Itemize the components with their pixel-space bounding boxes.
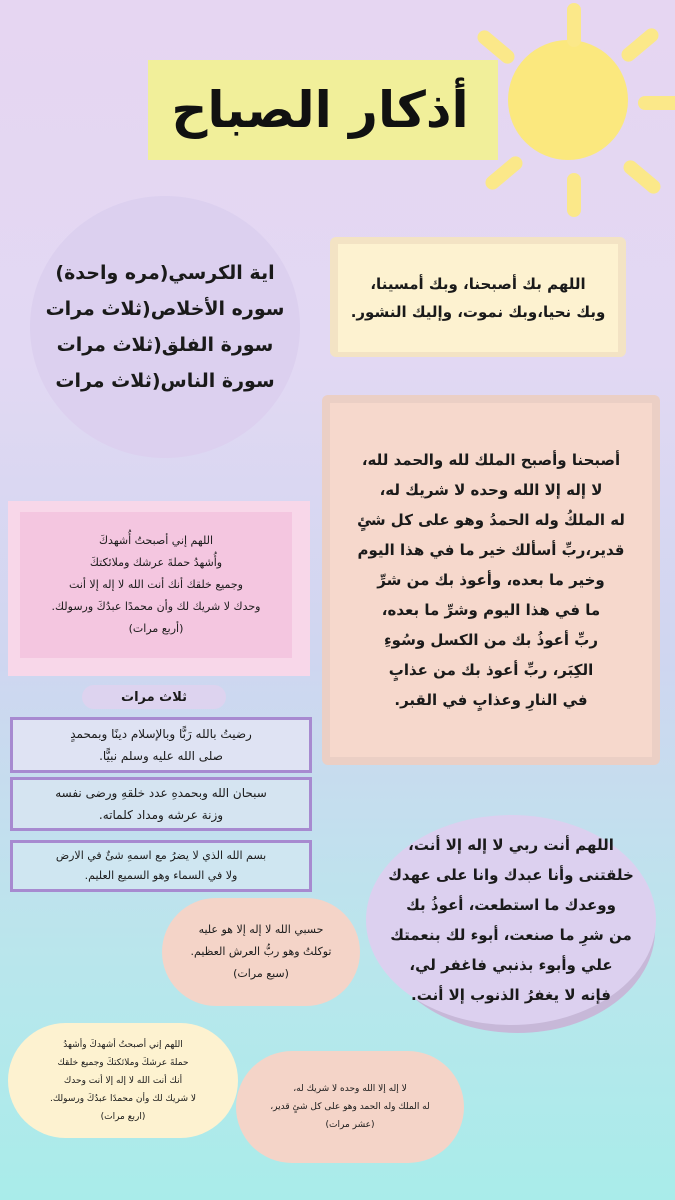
mulk-line: له الملكُ وله الحمدُ وهو على كل شئٍ <box>357 511 625 529</box>
ushhiduk-line: (اربع مرات) <box>100 1111 146 1122</box>
pink-line: وجميع خلقك أنك أنت الله لا إله إلا أنت <box>69 578 243 591</box>
mulk-line: أصبحنا وأصبح الملك لله والحمد لله، <box>361 451 621 469</box>
purple-line: وزنة عرشه ومداد كلماته. <box>98 808 224 822</box>
ushhiduk-line: لا شريك لك وأن محمدًا عبدُكَ ورسولك. <box>49 1093 197 1104</box>
sayyid-line: فإنه لا يغفرُ الذنوب إلا أنت. <box>411 986 611 1004</box>
sun-icon <box>480 0 675 210</box>
sayyid-line: اللهم أنت ربي لا إله إلا أنت، <box>408 836 614 854</box>
purple-line: رضيتُ بالله رَبًّا وبالإسلام دينًا وبمحمدٍ <box>70 727 252 741</box>
purple-box-bismillah <box>10 840 312 892</box>
hasbi-line: حسبي الله لا إله إلا هو عليه <box>198 923 324 936</box>
surah-line: سورة الفلق(ثلاث مرات <box>56 334 274 356</box>
mulk-line: في النارِ وعذابٍ في القبر. <box>394 691 588 709</box>
three-times-label: ثلاث مرات <box>82 685 226 709</box>
mulk-line: وخير ما بعده، وأعوذ بك من شرِّ <box>377 571 605 589</box>
purple-box-ridha <box>10 717 312 773</box>
pink-line: (أربع مرات) <box>128 622 184 635</box>
tahlil-oval <box>236 1051 464 1163</box>
surahs-circle <box>30 196 300 458</box>
purple-line: ولا في السماء وهو السميع العليم. <box>84 869 238 882</box>
tahlil-line: له الملك وله الحمد وهو على كل شئٍ قدير، <box>270 1102 430 1112</box>
hasbi-line: توكلتُ وهو ربُّ العرش العظيم. <box>190 945 332 958</box>
asbahna-line: وبك نحيا،وبك نموت، وإليك النشور. <box>350 303 606 321</box>
tahlil-line: لا إله إلا الله وحده لا شريك له، <box>293 1084 407 1094</box>
pink-line: اللهم إني أصبحتُ أُشهدكَ <box>98 534 214 547</box>
mulk-line: ربِّ أعوذُ بك من الكسل وسُوءِ <box>384 631 598 649</box>
ushhiduk-line: حملةَ عرشكَ وملائكتكَ وجميع خلقك <box>57 1057 189 1068</box>
mulk-line: لا إله إلا الله وحده لا شريك له، <box>379 481 603 499</box>
pink-box <box>20 512 292 658</box>
hasbi-line: (سبع مرات) <box>233 967 289 980</box>
asbahna-line: اللهم بك أصبحنا، وبك أمسينا، <box>370 275 586 293</box>
mulk-box <box>330 403 652 757</box>
mulk-line: الكِبَر، ربِّ أعوذ بك من عذابٍ <box>388 661 594 679</box>
ushhiduk-line: أنك أنت الله لا إله إلا أنت وحدك <box>63 1075 183 1086</box>
sayyid-line: من شرِ ما صنعت، أبوء لك بنعمتك <box>390 926 632 944</box>
hasbi-oval <box>162 898 360 1006</box>
purple-line: سبحان الله وبحمدهِ عدد خلقهِ ورضى نفسه <box>55 786 267 800</box>
ushhiduk-oval <box>8 1023 238 1138</box>
purple-line: بسم الله الذي لا يضرُ مع اسمهِ شئٌ في الارض <box>55 849 267 862</box>
asbahna-box <box>338 244 618 352</box>
sayyid-line: علي وأبوء بذنبي فاغفر لي، <box>409 956 613 974</box>
sayyid-circle <box>366 815 656 1025</box>
sayyid-line: ووعدك ما استطعت، أعوذُ بك <box>406 896 616 914</box>
surah-line: اية الكرسي(مره واحدة) <box>55 262 275 284</box>
page-title: أذكار الصباح <box>171 81 469 139</box>
purple-line: صلى الله عليه وسلم نبيًّا. <box>99 749 223 763</box>
ushhiduk-line: اللهم إني أصبحتُ أشهدكَ وأشهدُ <box>63 1039 183 1050</box>
surah-line: سوره الأخلاص(ثلاث مرات <box>45 298 285 320</box>
pink-line: وحدك لا شريك لك وأن محمدًا عبدُكَ ورسولك. <box>51 600 261 613</box>
pink-line: وأُشهدُ حملةَ عرشك وملائكتكَ <box>89 556 223 569</box>
sayyid-line: خلقتنى وأنا عبدك وانا على عهدك <box>388 866 634 884</box>
surah-line: سورة الناس(ثلاث مرات <box>55 370 275 392</box>
purple-box-tasbih <box>10 777 312 831</box>
mulk-line: قدير،ربِّ أسألك خير ما في هذا اليوم <box>357 541 625 559</box>
mulk-line: ما في هذا اليوم وشرِّ ما بعده، <box>381 601 601 619</box>
tahlil-line: (عشر مرات) <box>325 1120 375 1130</box>
